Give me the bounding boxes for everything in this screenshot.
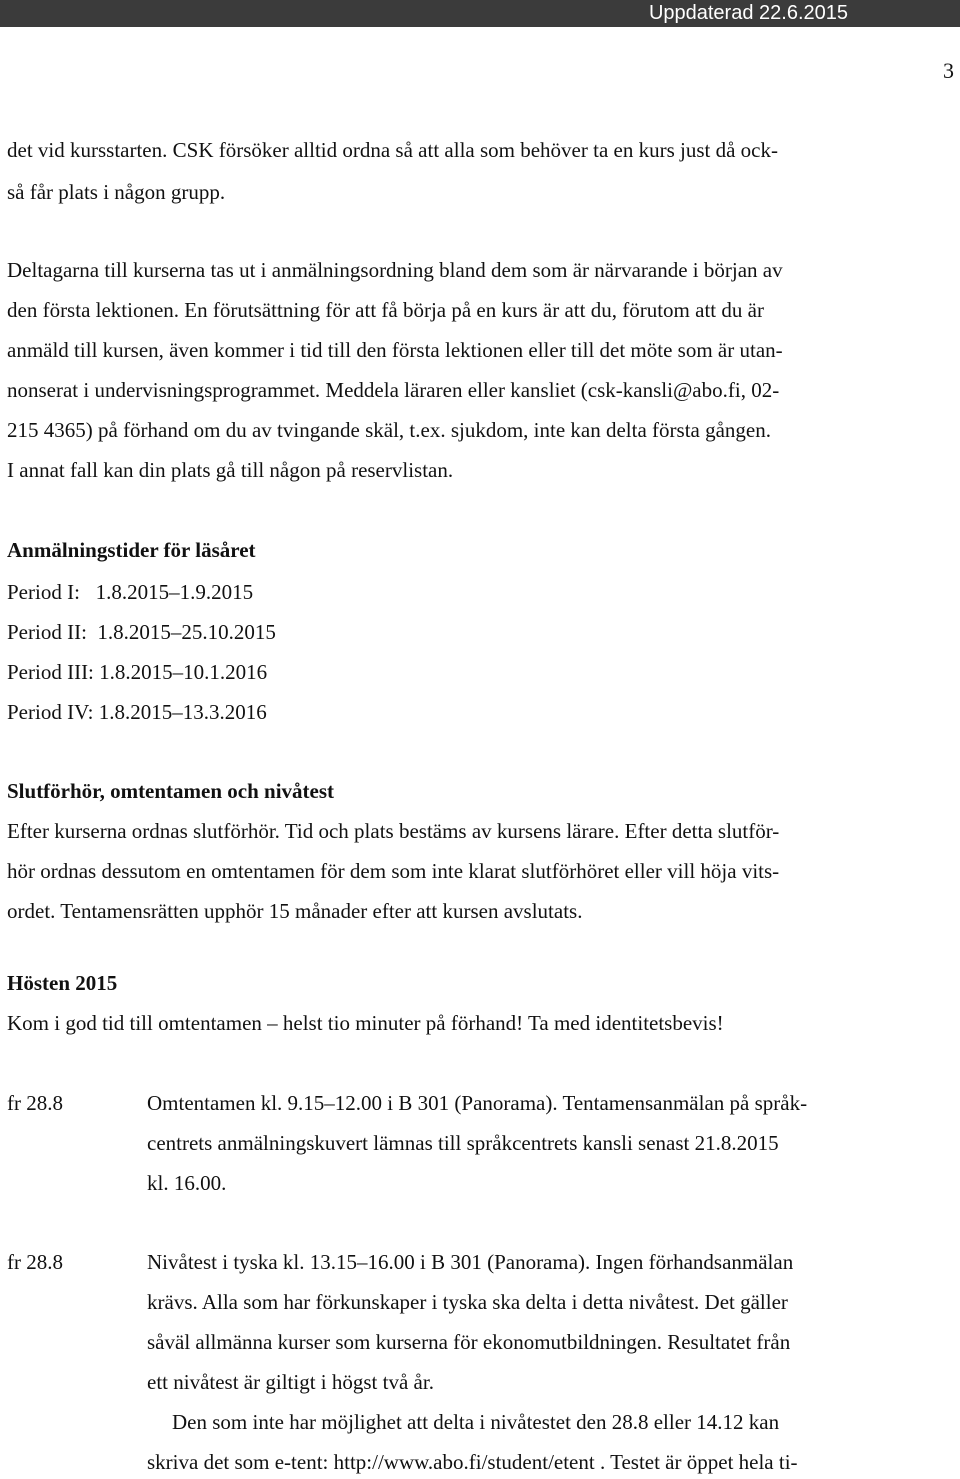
entry-line: Den som inte har möjlighet att delta i nivåtestet den 28.8 eller 14.12 kan (172, 1410, 780, 1434)
page-number: 3 (943, 58, 954, 83)
paragraph-line: så får plats i någon grupp. (7, 180, 226, 204)
header-bar (0, 0, 960, 27)
entry-line: krävs. Alla som har förkunskaper i tyska ska delta i detta nivåtest. Det gäller (147, 1290, 788, 1314)
entry-line: centrets anmälningskuvert lämnas till språkcentrets kansli senast 21.8.2015 (147, 1131, 779, 1155)
paragraph-line: I annat fall kan din plats gå till någon på reservlistan. (7, 458, 454, 482)
period-line: Period III: 1.8.2015–10.1.2016 (7, 660, 268, 684)
paragraph-line: anmäld till kursen, även kommer i tid till den första lektionen eller till det möte som är utan- (7, 338, 783, 362)
section-subheading: Kom i god tid till omtentamen – helst tio minuter på förhand! Ta med identitetsbevis! (7, 1011, 724, 1035)
paragraph-line: nonserat i undervisningsprogrammet. Meddela läraren eller kansliet (csk-kansli@abo.fi, 02- (7, 378, 780, 402)
entry-line: såväl allmänna kurser som kurserna för ekonomutbildningen. Resultatet från (147, 1330, 791, 1354)
entry-line: Nivåtest i tyska kl. 13.15–16.00 i B 301 (Panorama). Ingen förhandsanmälan (147, 1250, 794, 1274)
entry-line: skriva det som e-tent: http://www.abo.fi/student/etent . Testet är öppet hela ti- (147, 1450, 798, 1474)
entry-date: fr 28.8 (7, 1091, 63, 1115)
period-line: Period II: 1.8.2015–25.10.2015 (7, 620, 276, 644)
paragraph-line: Deltagarna till kurserna tas ut i anmälningsordning bland dem som är närvarande i början av (7, 258, 783, 282)
section-heading: Slutförhör, omtentamen och nivåtest (7, 779, 335, 803)
entry-line: Omtentamen kl. 9.15–12.00 i B 301 (Panorama). Tentamensanmälan på språk- (147, 1091, 808, 1115)
paragraph-line: 215 4365) på förhand om du av tvingande skäl, t.ex. sjukdom, inte kan delta första gången. (7, 418, 771, 442)
period-line: Period IV: 1.8.2015–13.3.2016 (7, 700, 267, 724)
paragraph-line: ordet. Tentamensrätten upphör 15 månader efter att kursen avslutats. (7, 899, 583, 923)
paragraph-line: den första lektionen. En förutsättning för att få börja på en kurs är att du, förutom att du är (7, 298, 764, 322)
updated-date: Uppdaterad 22.6.2015 (648, 2, 848, 24)
period-line: Period I: 1.8.2015–1.9.2015 (7, 580, 254, 604)
entry-line: ett nivåtest är giltigt i högst två år. (147, 1370, 434, 1394)
section-heading: Anmälningstider för läsåret (7, 538, 256, 562)
paragraph-line: det vid kursstarten. CSK försöker alltid ordna så att alla som behöver ta en kurs just då ock- (7, 138, 778, 162)
paragraph-line: hör ordnas dessutom en omtentamen för dem som inte klarat slutförhöret eller vill höja vits- (7, 859, 780, 883)
section-heading: Hösten 2015 (7, 971, 118, 995)
paragraph-line: Efter kurserna ordnas slutförhör. Tid och plats bestäms av kursens lärare. Efter detta slutför- (7, 819, 780, 843)
entry-line: kl. 16.00. (147, 1171, 227, 1195)
entry-date: fr 28.8 (7, 1250, 63, 1274)
